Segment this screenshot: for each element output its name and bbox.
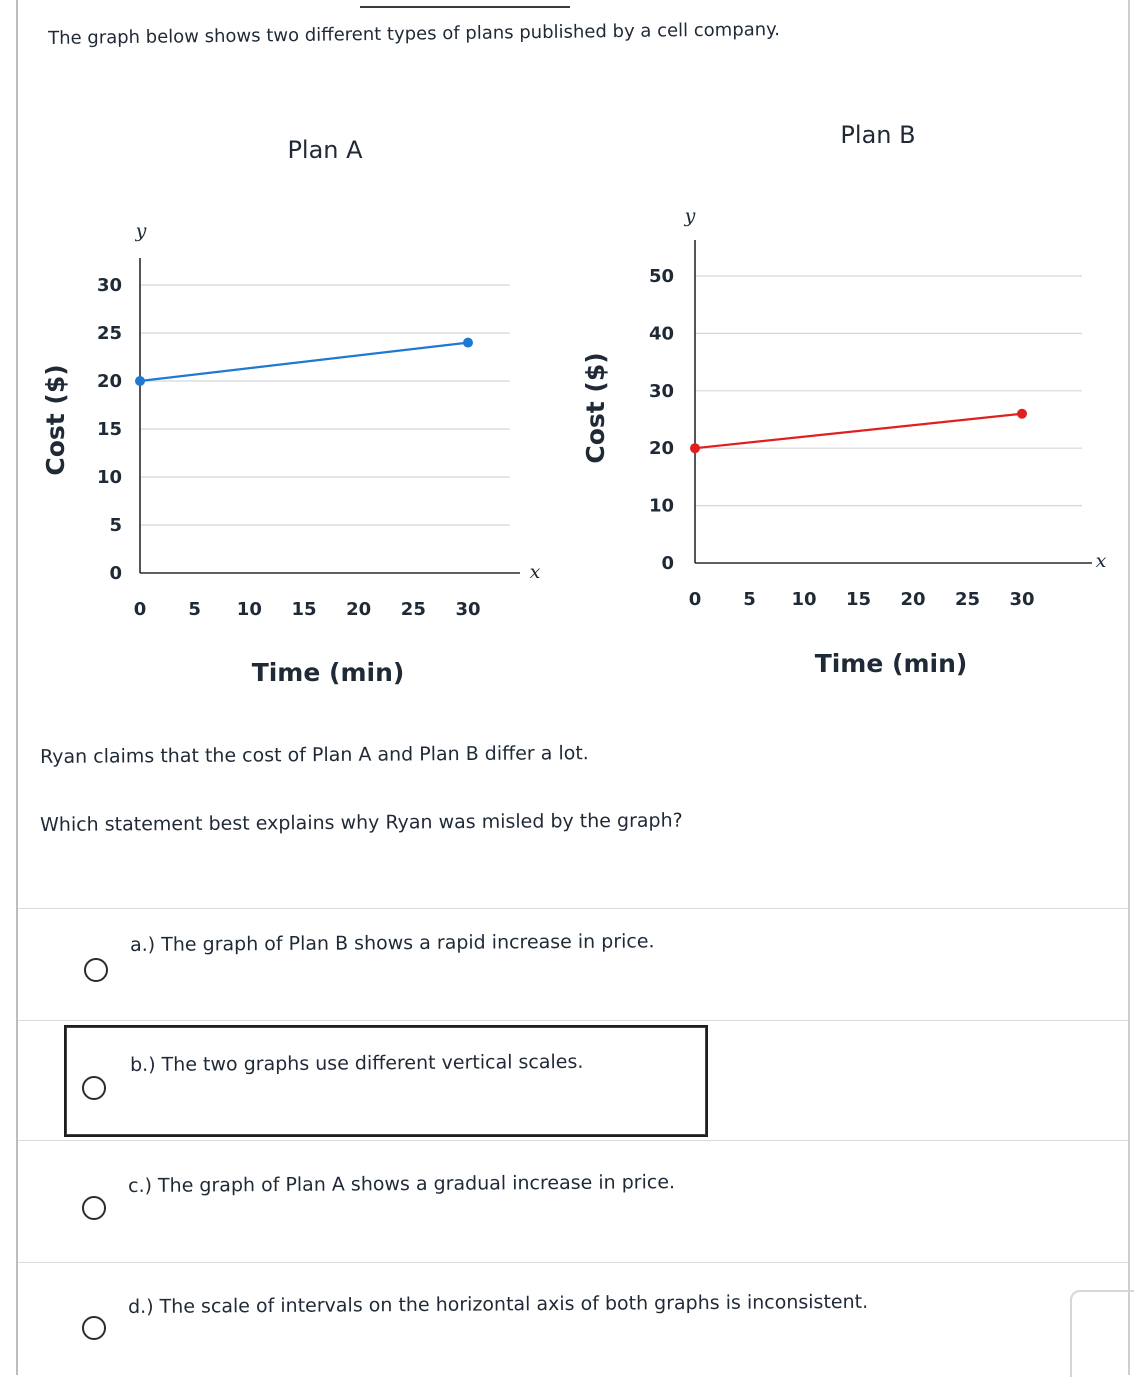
plan-b-x-tick-label: 0 [688, 589, 702, 610]
plan-a-y-tick-label: 5 [109, 515, 122, 536]
plan-a-x-tick-label: 5 [188, 599, 201, 620]
plan-b-data-point [690, 443, 700, 453]
plan-a-y-tick-label: 15 [96, 419, 122, 440]
divider [18, 1262, 1128, 1263]
plan-b-y-tick-label: 0 [661, 553, 674, 574]
plan-b-y-axis-letter: y [684, 205, 696, 227]
plan-b-y-tick-label: 20 [648, 438, 674, 460]
choice-c-label[interactable]: c.) The graph of Plan A shows a gradual increase in price. [128, 1171, 676, 1197]
plan-a-data-point [463, 338, 473, 348]
plan-b-y-tick-label: 40 [648, 323, 674, 345]
plan-b-x-tick-label: 20 [900, 589, 926, 610]
plan-a-y-tick-label: 30 [96, 275, 122, 296]
plan-b-x-tick-label: 15 [845, 589, 872, 610]
plan-b-title: Plan B [840, 121, 916, 149]
choice-c-radio[interactable] [82, 1196, 106, 1220]
plan-a-x-tick-label: 20 [346, 599, 372, 620]
choice-b-radio[interactable] [82, 1076, 106, 1100]
plan-a-x-tick-label: 0 [133, 599, 147, 620]
corner-panel [1070, 1290, 1134, 1377]
plan-b-x-tick-label: 25 [954, 589, 981, 610]
divider [18, 1020, 1128, 1021]
choice-b-label[interactable]: b.) The two graphs use different vertical scales. [130, 1050, 584, 1076]
choice-d-radio[interactable] [82, 1316, 106, 1340]
plan-a-data-point [135, 376, 145, 386]
plan-b-data-point [1017, 409, 1027, 419]
plan-a-x-axis-title: Time (min) [251, 658, 405, 687]
plan-a-y-tick-label: 20 [96, 371, 122, 392]
plan-b-y-axis-title: Cost ($) [581, 352, 610, 464]
plan-b-y-tick-label: 10 [648, 495, 674, 517]
plan-a-x-tick-label: 30 [455, 599, 481, 620]
plan-a-x-tick-label: 15 [291, 599, 317, 620]
plan-a-x-tick-label: 10 [236, 599, 262, 620]
plan-a-y-axis-title: Cost ($) [41, 364, 70, 476]
plan-a-y-tick-label: 25 [96, 323, 122, 344]
divider [18, 1140, 1128, 1141]
selected-choice-highlight [64, 1025, 708, 1137]
question-text: Which statement best explains why Ryan was misled by the graph? [40, 809, 683, 836]
plan-b-x-tick-label: 10 [791, 589, 817, 610]
plan-b-series-line [695, 414, 1022, 448]
choice-d-label[interactable]: d.) The scale of intervals on the horizontal axis of both graphs is inconsistent. [128, 1290, 869, 1318]
plan-b-y-tick-label: 50 [648, 266, 674, 287]
plan-b-x-tick-label: 5 [743, 589, 756, 610]
plan-a-y-tick-label: 0 [109, 563, 122, 584]
claim-text: Ryan claims that the cost of Plan A and Plan B differ a lot. [40, 742, 589, 768]
prompt-text: The graph below shows two different types of plans published by a cell company. [48, 19, 781, 49]
plan-a-series-line [140, 343, 468, 381]
plan-a-title: Plan A [287, 136, 363, 164]
plan-a-x-axis-letter: x [529, 561, 541, 583]
plan-b-x-axis-letter: x [1095, 550, 1107, 572]
choice-a-label[interactable]: a.) The graph of Plan B shows a rapid increase in price. [130, 930, 655, 956]
plan-b-x-tick-label: 30 [1009, 589, 1035, 610]
choice-a-radio[interactable] [84, 958, 108, 982]
plan-a-x-tick-label: 25 [400, 599, 426, 620]
plan-a-y-axis-letter: y [135, 220, 147, 242]
plan-a-y-tick-label: 10 [96, 467, 122, 488]
divider [18, 908, 1128, 909]
plan-b-x-axis-title: Time (min) [814, 649, 968, 678]
plan-b-y-tick-label: 30 [648, 380, 674, 402]
